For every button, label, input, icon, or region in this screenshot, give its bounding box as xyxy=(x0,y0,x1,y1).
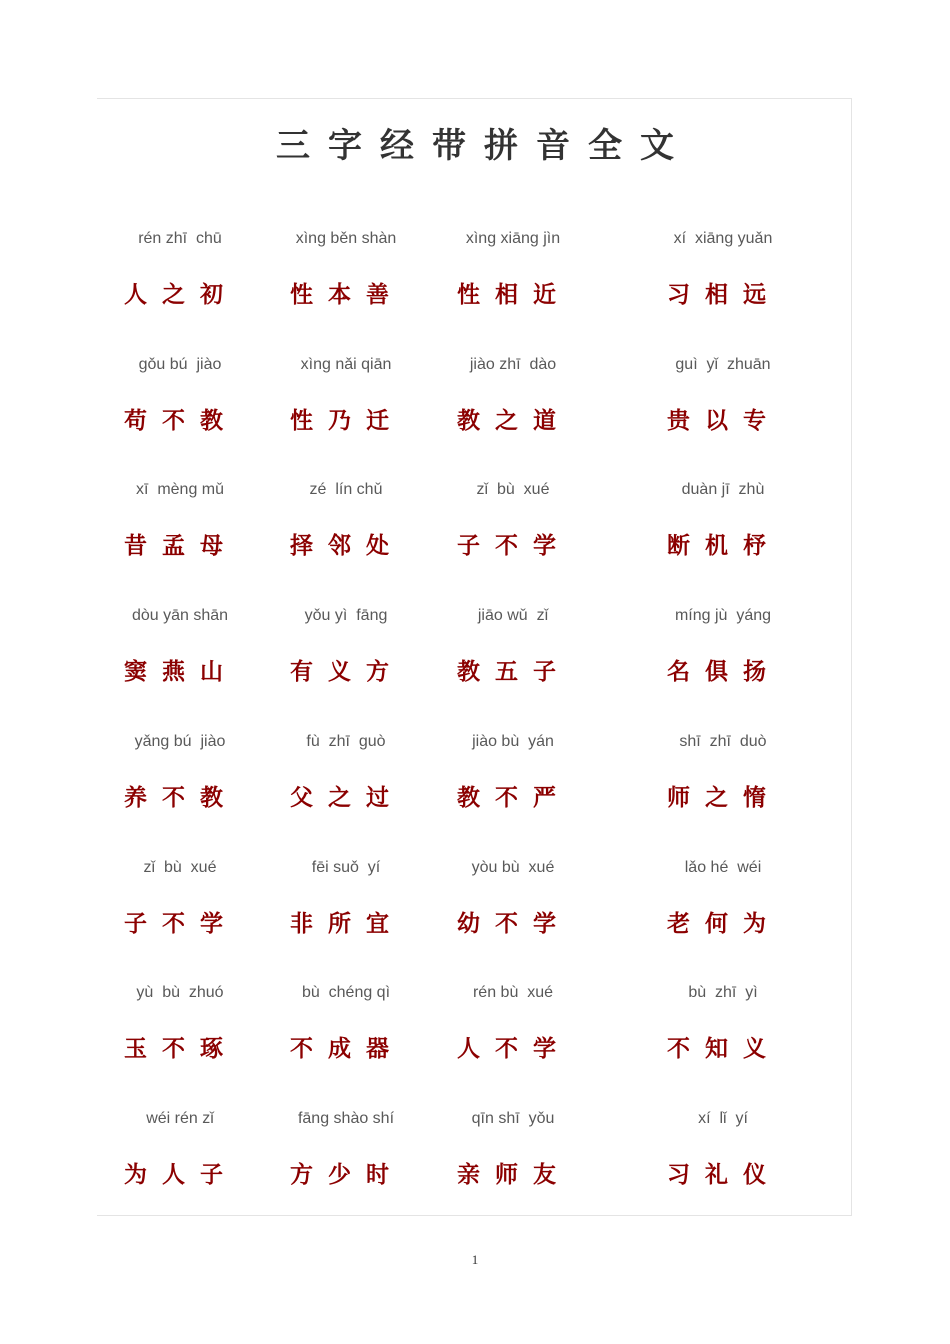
verse-cell xyxy=(667,984,779,1064)
verse-cell xyxy=(290,1110,402,1190)
pinyin-text: fēi suǒ yí xyxy=(311,859,381,876)
hanzi-text: 断机杼 xyxy=(667,533,781,559)
verse-cell xyxy=(667,733,779,813)
verse-cell xyxy=(290,481,402,561)
hanzi-text: 老何为 xyxy=(667,911,781,937)
verse-cell xyxy=(290,859,402,939)
hanzi-text: 幼不学 xyxy=(457,911,571,937)
verse-cell xyxy=(124,230,236,310)
pinyin-text: yù bù zhuó xyxy=(136,984,224,1001)
verse-cell xyxy=(667,607,779,687)
verse-cell xyxy=(457,481,569,561)
pinyin-text: fù zhī guò xyxy=(306,733,386,750)
hanzi-text: 亲师友 xyxy=(457,1162,571,1188)
verse-cell xyxy=(457,984,569,1064)
verse-cell xyxy=(457,1110,569,1190)
verse-cell xyxy=(290,230,402,310)
hanzi-text: 窦燕山 xyxy=(124,659,238,685)
pinyin-text: zǐ bù xué xyxy=(476,481,550,498)
verse-cell xyxy=(124,356,236,436)
verse-cell xyxy=(667,1110,779,1190)
hanzi-text: 方少时 xyxy=(290,1162,404,1188)
hanzi-text: 习礼仪 xyxy=(667,1162,781,1188)
pinyin-text: bù chéng qì xyxy=(301,984,391,1001)
verse-cell xyxy=(457,356,569,436)
verse-cell xyxy=(124,733,236,813)
hanzi-text: 不成器 xyxy=(290,1036,404,1062)
pinyin-text: zé lín chǔ xyxy=(309,481,383,498)
pinyin-text: rén bù xué xyxy=(472,984,554,1001)
pinyin-text: rén zhī chū xyxy=(138,230,222,247)
verse-cell xyxy=(457,733,569,813)
pinyin-text: wéi rén zǐ xyxy=(146,1110,214,1127)
hanzi-text: 子不学 xyxy=(457,533,571,559)
pinyin-text: zǐ bù xué xyxy=(143,859,217,876)
pinyin-text: míng jù yáng xyxy=(674,607,772,624)
hanzi-text: 择邻处 xyxy=(290,533,404,559)
pinyin-text: xí xiāng yuǎn xyxy=(673,230,773,247)
hanzi-text: 名俱扬 xyxy=(667,659,781,685)
hanzi-text: 习相远 xyxy=(667,282,781,308)
verse-cell xyxy=(667,230,779,310)
verse-cell xyxy=(124,859,236,939)
pinyin-text: yǒu yì fāng xyxy=(304,607,388,624)
verse-cell xyxy=(457,859,569,939)
hanzi-text: 子不学 xyxy=(124,911,238,937)
pinyin-text: bù zhī yì xyxy=(688,984,758,1001)
pinyin-text: yòu bù xué xyxy=(471,859,555,876)
hanzi-text: 性本善 xyxy=(290,282,404,308)
pinyin-text: lǎo hé wéi xyxy=(684,859,762,876)
verse-cell xyxy=(124,481,236,561)
verse-cell xyxy=(124,984,236,1064)
hanzi-text: 性乃迁 xyxy=(290,408,404,434)
pinyin-text: dòu yān shān xyxy=(131,607,229,624)
hanzi-text: 苟不教 xyxy=(124,408,238,434)
pinyin-text: jiào bù yán xyxy=(472,733,554,750)
page-number: 1 xyxy=(471,1252,479,1267)
page-title: 三字经带拼音全文 xyxy=(276,126,692,166)
verse-cell xyxy=(457,607,569,687)
pinyin-text: yǎng bú jiào xyxy=(134,733,226,750)
pinyin-text: xìng běn shàn xyxy=(295,230,397,247)
hanzi-text: 养不教 xyxy=(124,785,238,811)
pinyin-text: fāng shào shí xyxy=(297,1110,395,1127)
verse-cell xyxy=(667,859,779,939)
pinyin-text: jiào zhī dào xyxy=(469,356,557,373)
pinyin-text: guì yǐ zhuān xyxy=(675,356,771,373)
verse-cell xyxy=(290,984,402,1064)
hanzi-text: 教五子 xyxy=(457,659,571,685)
hanzi-text: 人不学 xyxy=(457,1036,571,1062)
pinyin-text: gǒu bú jiào xyxy=(138,356,222,373)
pinyin-text: shī zhī duò xyxy=(679,733,767,750)
pinyin-text: qīn shī yǒu xyxy=(471,1110,555,1127)
hanzi-text: 教不严 xyxy=(457,785,571,811)
verse-cell xyxy=(124,607,236,687)
hanzi-text: 非所宜 xyxy=(290,911,404,937)
pinyin-text: xìng nǎi qiān xyxy=(300,356,392,373)
hanzi-text: 师之惰 xyxy=(667,785,781,811)
hanzi-text: 人之初 xyxy=(124,282,238,308)
verse-cell xyxy=(667,356,779,436)
pinyin-text: xí lǐ yí xyxy=(698,1110,748,1127)
hanzi-text: 玉不琢 xyxy=(124,1036,238,1062)
verse-cell xyxy=(124,1110,236,1190)
pinyin-text: xìng xiāng jìn xyxy=(465,230,561,247)
verse-cell xyxy=(290,356,402,436)
hanzi-text: 教之道 xyxy=(457,408,571,434)
verse-cell xyxy=(457,230,569,310)
verse-cell xyxy=(290,733,402,813)
hanzi-text: 性相近 xyxy=(457,282,571,308)
verse-cell xyxy=(667,481,779,561)
hanzi-text: 昔孟母 xyxy=(124,533,238,559)
hanzi-text: 贵以专 xyxy=(667,408,781,434)
verse-cell xyxy=(290,607,402,687)
hanzi-text: 不知义 xyxy=(667,1036,781,1062)
hanzi-text: 父之过 xyxy=(290,785,404,811)
pinyin-text: duàn jī zhù xyxy=(681,481,765,498)
hanzi-text: 有义方 xyxy=(290,659,404,685)
hanzi-text: 为人子 xyxy=(124,1162,238,1188)
pinyin-text: xī mèng mǔ xyxy=(135,481,225,498)
pinyin-text: jiāo wǔ zǐ xyxy=(477,607,549,624)
